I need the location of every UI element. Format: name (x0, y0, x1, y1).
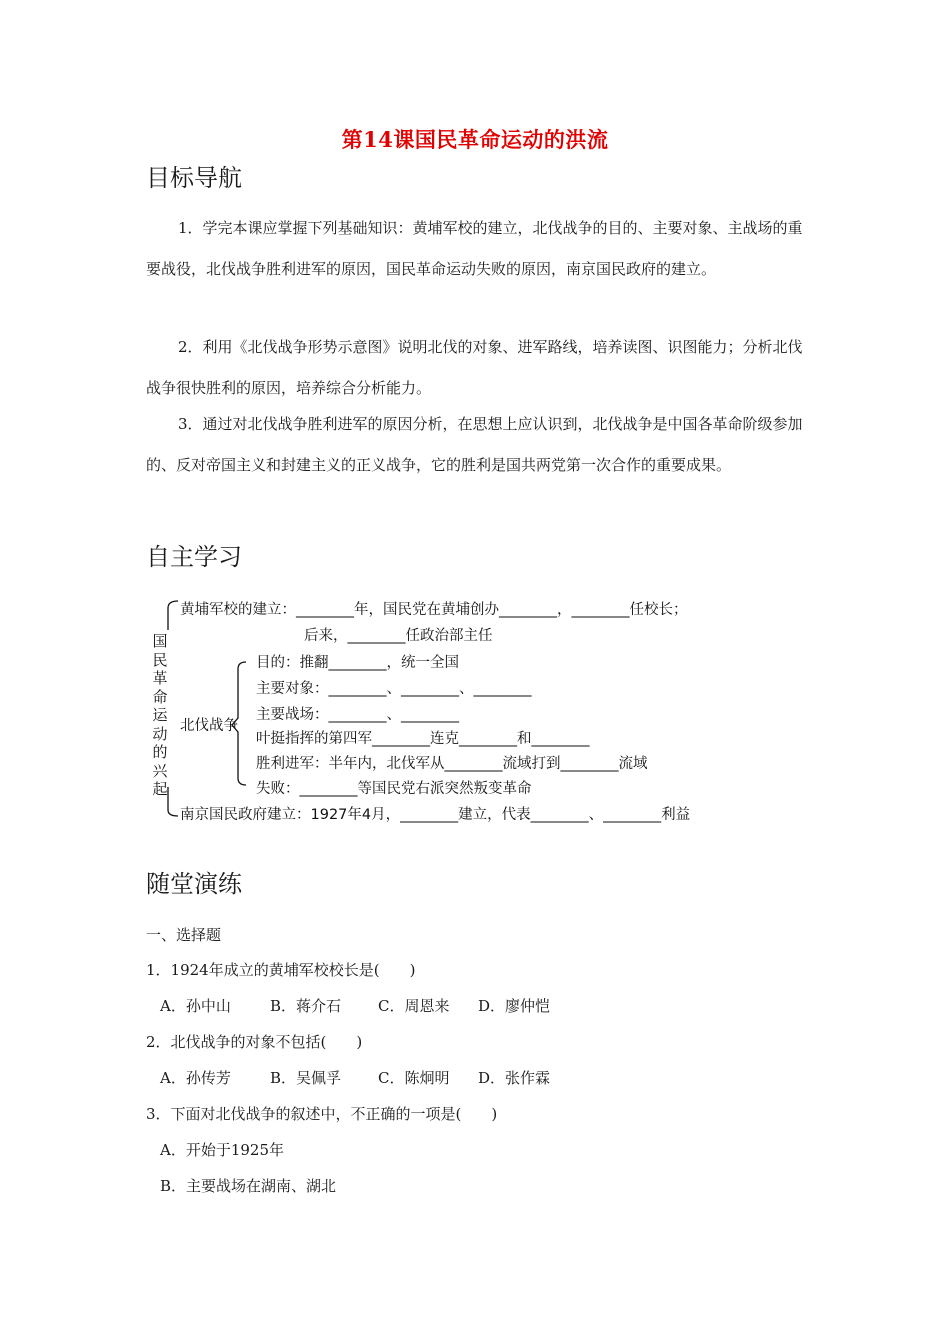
nanjing-government-line: 南京国民政府建立：1927年4月，________建立，代表________、________利益 (180, 807, 691, 823)
diagram-root-label: 国民革命运动的兴起 (152, 632, 168, 798)
q1-option-b: B．蒋介石 (270, 997, 342, 1015)
beifa-failure: 失败：________等国民党右派突然叛变革命 (256, 781, 532, 797)
knowledge-structure-diagram (146, 594, 746, 828)
beifa-battlefields: 主要战场：________、________ (256, 707, 459, 723)
page-title: 第14课国民革命运动的洪流 (341, 127, 609, 152)
goals-heading: 目标导航 (146, 164, 242, 192)
goal-item-3: 3．通过对北伐战争胜利进军的原因分析，在思想上应认识到，北伐战争是中国各革命阶级参加的、反对帝国主义和封建主义的正义战争，它的胜利是国共两党第一次合作的重要成果。 (146, 415, 803, 474)
beifa-fourth-army: 叶挺指挥的第四军________连克________和________ (256, 731, 590, 747)
practice-heading: 随堂演练 (146, 870, 242, 898)
practice-subheading: 一、选择题 (146, 926, 222, 944)
huangpu-line-1: 黄埔军校的建立：________年，国民党在黄埔创办________，________任校长； (180, 602, 688, 618)
huangpu-line-2: 后来，________任政治部主任 (304, 628, 493, 644)
goal-item-2: 2．利用《北伐战争形势示意图》说明北伐的对象、进军路线，培养读图、识图能力；分析北伐战争很快胜利的原因，培养综合分析能力。 (146, 338, 803, 397)
question-1-stem: 1．1924年成立的黄埔军校校长是( ) (146, 961, 416, 979)
beifa-targets: 主要对象：________、________、________ (256, 681, 532, 697)
question-2-stem: 2．北伐战争的对象不包括( ) (146, 1033, 363, 1051)
q3-option-a: A．开始于1925年 (160, 1141, 285, 1159)
self-study-heading: 自主学习 (146, 543, 242, 571)
question-3-stem: 3．下面对北伐战争的叙述中，不正确的一项是( ) (146, 1105, 498, 1123)
q2-option-b: B．吴佩孚 (270, 1069, 342, 1087)
q2-option-d: D．张作霖 (478, 1069, 551, 1087)
goal-item-1: 1．学完本课应掌握下列基础知识：黄埔军校的建立，北伐战争的目的、主要对象、主战场的重要战役，北伐战争胜利进军的原因，国民革命运动失败的原因，南京国民政府的建立。 (146, 219, 803, 278)
beifa-victory: 胜利进军：半年内，北伐军从________流域打到________流域 (256, 756, 648, 772)
question-2-options (160, 1067, 550, 1088)
beifa-purpose: 目的：推翻________，统一全国 (256, 655, 459, 671)
question-1-options (160, 995, 550, 1016)
q1-option-c: C．周恩来 (378, 997, 450, 1015)
q1-option-d: D．廖仲恺 (478, 997, 551, 1015)
q3-option-b: B．主要战场在湖南、湖北 (160, 1177, 337, 1195)
q1-option-a: A．孙中山 (160, 997, 231, 1015)
q2-option-c: C．陈炯明 (378, 1069, 450, 1087)
beifa-label: 北伐战争 (180, 718, 238, 734)
q2-option-a: A．孙传芳 (160, 1069, 231, 1087)
